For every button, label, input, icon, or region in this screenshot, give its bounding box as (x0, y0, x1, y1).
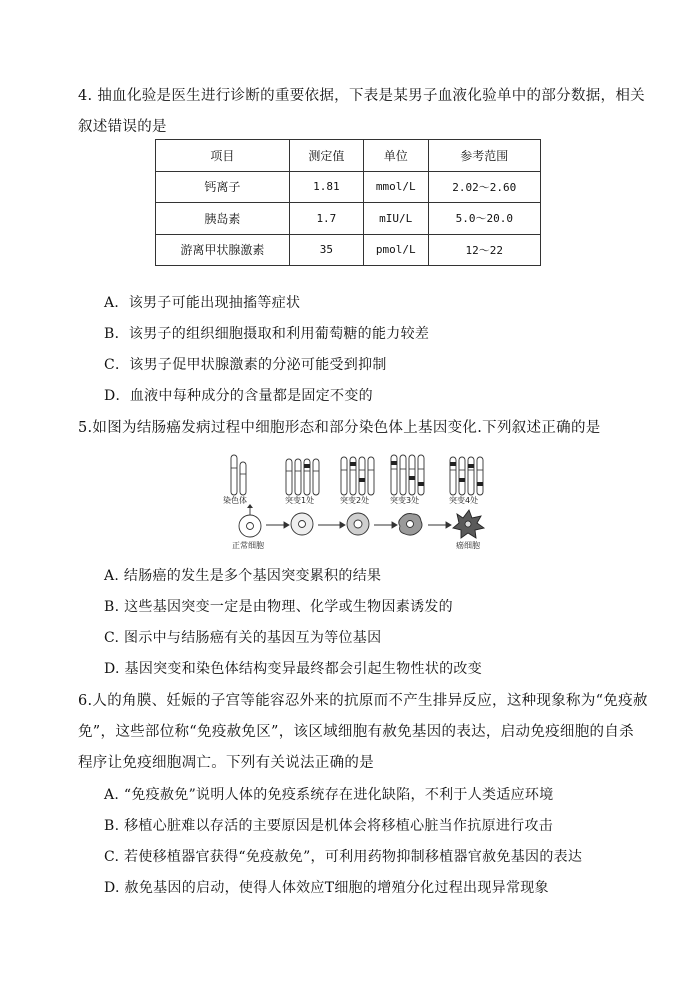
normal-chromosomes (231, 455, 246, 495)
q5-option-a: A. 结肠癌的发生是多个基因突变累积的结果 (104, 568, 382, 584)
header-unit: 单位 (363, 140, 428, 172)
normal-cell (239, 515, 261, 537)
cell-item: 游离甲状腺激素 (156, 234, 290, 266)
q4-option-b: B．该男子的组织细胞摄取和利用葡萄糖的能力较差 (104, 326, 430, 342)
cell-unit: pmol/L (363, 234, 428, 266)
table-row (156, 171, 541, 203)
mutation-label-2: 突变2处 (340, 496, 370, 505)
colon-cancer-figure (220, 452, 500, 554)
chromosome-label: 染色体 (223, 496, 247, 505)
mutation-label-4: 突变4处 (449, 496, 479, 505)
cell-stage-4 (399, 514, 422, 536)
cell-value: 35 (289, 234, 363, 266)
cell-range: 12～22 (428, 234, 540, 266)
chromosomes-mutation-2 (341, 457, 374, 495)
header-range: 参考范围 (428, 140, 540, 172)
table-row (156, 234, 541, 266)
table-header-row (156, 140, 541, 172)
q6-stem-line1: 6.人的角膜、妊娠的子宫等能容忍外来的抗原而不产生排异反应，这种现象称为“免疫赦 (78, 693, 648, 709)
cell-stage-3 (347, 513, 369, 535)
cell-range: 2.02～2.60 (428, 171, 540, 203)
lab-results-table (155, 139, 541, 266)
cell-value: 1.81 (289, 171, 363, 203)
cell-item: 胰岛素 (156, 203, 290, 235)
mutation-label-1: 突变1处 (285, 496, 315, 505)
q6-stem-line2: 免”，这些部位称“免疫赦免区”，该区域细胞有赦免基因的表达，启动免疫细胞的自杀 (78, 724, 634, 740)
q6-option-c: C. 若使移植器官获得“免疫赦免”，可利用药物抑制移植器官赦免基因的表达 (104, 849, 583, 865)
cell-range: 5.0～20.0 (428, 203, 540, 235)
cell-unit: mmol/L (363, 171, 428, 203)
cell-value: 1.7 (289, 203, 363, 235)
table-row (156, 203, 541, 235)
q5-option-b: B. 这些基因突变一定是由物理、化学或生物因素诱发的 (104, 599, 453, 615)
q4-option-d: D．血液中每种成分的含量都是固定不变的 (104, 388, 373, 404)
q6-stem-line3: 程序让免疫细胞凋亡。下列有关说法正确的是 (78, 755, 374, 771)
q4-option-a: A．该男子可能出现抽搐等症状 (104, 295, 301, 311)
cell-item: 钙离子 (156, 171, 290, 203)
header-value: 测定值 (289, 140, 363, 172)
q4-stem-line2: 叙述错误的是 (78, 119, 167, 135)
normal-cell-label: 正常细胞 (232, 541, 264, 550)
q6-option-a: A. “免疫赦免”说明人体的免疫系统存在进化缺陷，不利于人类适应环境 (104, 787, 554, 803)
q5-option-c: C. 图示中与结肠癌有关的基因互为等位基因 (104, 630, 382, 646)
chromosomes-mutation-1 (286, 459, 319, 495)
mutation-label-3: 突变3处 (390, 496, 420, 505)
q5-stem: 5.如图为结肠癌发病过程中细胞形态和部分染色体上基因变化.下列叙述正确的是 (78, 420, 601, 436)
q4-option-c: C．该男子促甲状腺激素的分泌可能受到抑制 (104, 357, 387, 373)
cell-unit: mIU/L (363, 203, 428, 235)
q4-stem-line1: 4. 抽血化验是医生进行诊断的重要依据，下表是某男子血液化验单中的部分数据，相关 (78, 88, 645, 104)
q6-option-b: B. 移植心脏难以存活的主要原因是机体会将移植心脏当作抗原进行攻击 (104, 818, 554, 834)
cell-stage-2 (291, 513, 313, 535)
q5-option-d: D. 基因突变和染色体结构变异最终都会引起生物性状的改变 (104, 661, 483, 677)
cancer-cell-label: 癌细胞 (456, 541, 480, 550)
cancer-cell (453, 510, 484, 538)
q6-option-d: D. 赦免基因的启动，使得人体效应T细胞的增殖分化过程出现异常现象 (104, 880, 549, 896)
header-item: 项目 (156, 140, 290, 172)
